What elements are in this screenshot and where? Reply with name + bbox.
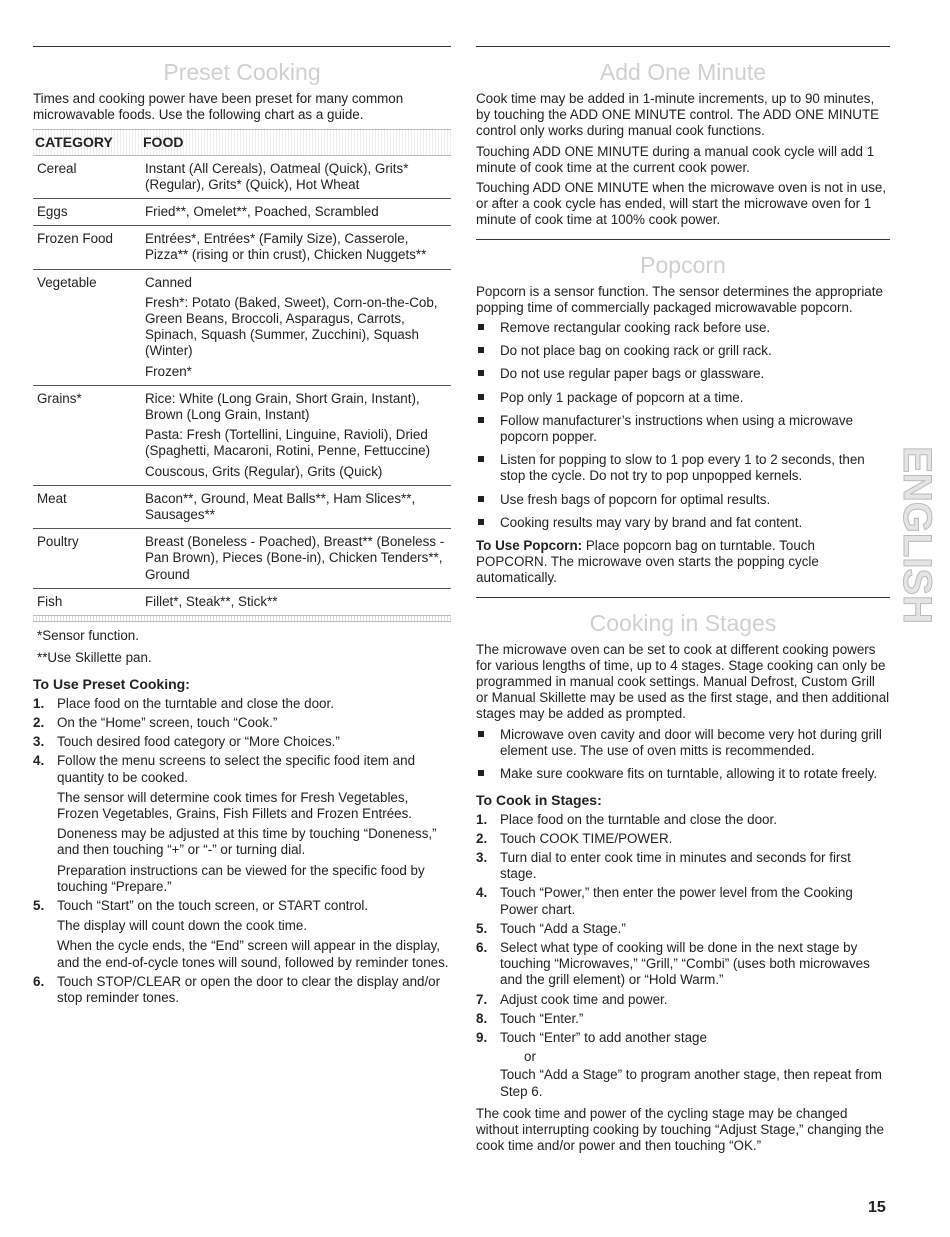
step-number: 3. (33, 734, 45, 750)
step-subtext: When the cycle ends, the “End” screen will appear in the display, and the end-of-cycle tones will sound, followed by reminder tones. (57, 938, 449, 970)
food-cell (141, 226, 451, 269)
left-column (33, 46, 451, 1009)
food-cell (141, 588, 451, 615)
food-cell (141, 385, 451, 485)
popcorn-use-label: To Use Popcorn: (476, 538, 583, 554)
preset-steps-list (33, 696, 451, 1006)
step-text: Place food on the turntable and close the door. (57, 695, 334, 711)
category-food-table (33, 129, 451, 615)
step-number: 7. (476, 991, 488, 1007)
list-item (33, 734, 451, 750)
list-item (476, 992, 890, 1008)
food-line: Fried**, Omelet**, Poached, Scrambled (145, 204, 379, 220)
table-row (33, 385, 451, 485)
step-subtext: Preparation instructions can be viewed for the specific food by touching “Prepare.” (57, 862, 425, 894)
food-cell (141, 269, 451, 385)
list-item: Follow manufacturer’s instructions when using a microwave popcorn popper. (476, 413, 890, 445)
category-cell: Cereal (33, 155, 141, 198)
list-item (476, 831, 890, 847)
step-text: Follow the menu screens to select the specific food item and quantity to be cooked. (57, 753, 416, 785)
step-number: 4. (476, 885, 488, 901)
category-cell: Poultry (33, 529, 141, 589)
food-line: Rice: White (Long Grain, Short Grain, Instant), Brown (Long Grain, Instant) (145, 390, 420, 423)
food-line: Couscous, Grits (Regular), Grits (Quick) (145, 463, 383, 479)
step-number: 6. (33, 973, 45, 989)
list-item (476, 812, 890, 828)
popcorn-bullets (476, 320, 890, 531)
category-cell: Vegetable (33, 269, 141, 385)
food-cell (141, 529, 451, 589)
list-item (476, 921, 890, 937)
page-number: 15 (868, 1199, 886, 1216)
step-number: 3. (476, 849, 488, 865)
step-text: Touch “Enter” to add another stage (500, 1029, 707, 1045)
step-text: Select what type of cooking will be done in the next stage by touching “Microwaves,” “Grill,” “Combi” (uses both microwaves and the grill element) or “Hold Warm.” (500, 939, 870, 988)
list-item (33, 715, 451, 731)
stages-bullets (476, 727, 890, 783)
food-cell (141, 155, 451, 198)
list-item (33, 696, 451, 712)
step-subtext: The display will count down the cook time. (57, 918, 308, 934)
table-row (33, 155, 451, 198)
list-item (476, 885, 890, 917)
preset-cooking-title: Preset Cooking (163, 59, 321, 85)
table-row (33, 226, 451, 269)
cooking-in-stages-title: Cooking in Stages (589, 609, 777, 636)
list-item: Do not place bag on cooking rack or grill rack. (476, 343, 890, 359)
popcorn-use-paragraph (476, 538, 890, 587)
food-line: Instant (All Cereals), Oatmeal (Quick), Grits* (Regular), Grits* (Quick), Hot Wheat (145, 160, 409, 192)
add-minute-paragraph-1: Cook time may be added in 1-minute increments, up to 90 minutes, by touching the ADD ONE MINUTE control. The ADD ONE MINUTE control only works during manual cook functions. (476, 91, 880, 139)
popcorn-intro: Popcorn is a sensor function. The sensor determines the appropriate popping time of commercially packaged microwavable popcorn. (476, 283, 883, 315)
food-line: Bacon**, Ground, Meat Balls**, Ham Slices**, Sausages** (145, 490, 416, 523)
step-text: Turn dial to enter cook time in minutes and seconds for first stage. (500, 849, 851, 882)
top-rule (33, 46, 451, 47)
list-item: Microwave oven cavity and door will become very hot during grill element use. The use of oven mitts is recommended. (476, 727, 890, 759)
step-number: 6. (476, 939, 488, 955)
food-line: Entrées*, Entrées* (Family Size), Casserole, Pizza** (rising or thin crust), Chicken Nuggets** (145, 231, 427, 263)
table-row (33, 588, 451, 615)
food-line: Pasta: Fresh (Tortellini, Linguine, Ravioli), Dried (Spaghetti, Macaroni, Rotini, Penne, Fettuccine) (145, 427, 431, 459)
category-cell: Fish (37, 593, 63, 609)
section-rule (476, 597, 890, 598)
step-number: 4. (33, 753, 45, 769)
add-minute-paragraph-3: Touching ADD ONE MINUTE when the microwave oven is not in use, or after a cook cycle has ended, will start the microwave oven for 1 minute of cook time at 100% cook power. (476, 180, 887, 228)
table-row (33, 529, 451, 589)
food-line: Fresh*: Potato (Baked, Sweet), Corn-on-the-Cob, Green Beans, Broccoli, Asparagus, Carrots, Spinach, Squash (Summer, Zucchini), Squash (Winter) (145, 294, 438, 359)
cook-in-stages-heading: To Cook in Stages: (476, 792, 602, 809)
food-line: Frozen* (145, 363, 192, 379)
preset-intro: Times and cooking power have been preset for many common microwavable foods. Use the following chart as a guide. (33, 91, 404, 123)
step-text: Adjust cook time and power. (500, 991, 668, 1007)
list-item (476, 940, 890, 989)
step-text: Touch “Power,” then enter the power level from the Cooking Power chart. (500, 885, 853, 917)
add-one-minute-title: Add One Minute (599, 59, 767, 85)
popcorn-title: Popcorn (640, 251, 726, 278)
list-item (476, 850, 890, 882)
table-row (33, 485, 451, 528)
category-cell: Grains* (33, 385, 141, 485)
skillette-note: **Use Skillette pan. (37, 650, 152, 666)
list-item (33, 753, 451, 895)
use-preset-heading: To Use Preset Cooking: (33, 676, 190, 693)
step-text: Touch desired food category or “More Choices.” (57, 734, 340, 750)
step-number: 5. (33, 897, 45, 913)
list-item (33, 898, 451, 971)
list-item: Make sure cookware fits on turntable, allowing it to rotate freely. (476, 766, 890, 782)
food-line: Breast (Boneless - Poached), Breast** (Boneless - Pan Brown), Pieces (Bone-in), Chicken Tenders**, Ground (145, 534, 445, 582)
language-side-tab (895, 446, 940, 625)
step-number: 2. (33, 714, 45, 730)
food-cell (141, 199, 451, 226)
step-subtext: Doneness may be adjusted at this time by touching “Doneness,” and then touching “+” or “-” or turning dial. (57, 826, 437, 858)
stages-steps-list (476, 812, 890, 1047)
stages-intro: The microwave oven can be set to cook at different cooking powers for various lengths of time, up to 4 stages. Stage cooking can only be programmed in manual cook settings. Manual Defrost, Custom Grill or Manual Skillette may be used as the first stage, and then additional stages may be added as prompted. (476, 641, 890, 722)
step-text: Touch COOK TIME/POWER. (500, 830, 673, 846)
top-rule (476, 46, 890, 47)
list-item: Use fresh bags of popcorn for optimal results. (476, 492, 890, 508)
list-item: Remove rectangular cooking rack before use. (476, 320, 890, 336)
step-text: Place food on the turntable and close the door. (500, 811, 777, 827)
step-subtext: The sensor will determine cook times for Fresh Vegetables, Frozen Vegetables, Grains, Fish Fillets and Frozen Entrées. (57, 789, 413, 821)
list-item: Pop only 1 package of popcorn at a time. (476, 390, 890, 406)
list-item: Do not use regular paper bags or glassware. (476, 366, 890, 382)
table-row (33, 269, 451, 385)
list-item: Cooking results may vary by brand and fat content. (476, 515, 890, 531)
popcorn-use-text: Place popcorn bag on turntable. Touch POPCORN. The microwave oven starts the popping cycle automatically. (476, 538, 819, 586)
food-line: Canned (145, 274, 192, 290)
list-item (476, 1011, 890, 1027)
table-header-food: FOOD (141, 130, 451, 155)
category-cell: Meat (33, 485, 141, 528)
step-number: 1. (33, 695, 45, 711)
step-text: On the “Home” screen, touch “Cook.” (57, 714, 278, 730)
add-minute-paragraph-2: Touching ADD ONE MINUTE during a manual cook cycle will add 1 minute of cook time at the current cook power. (476, 143, 875, 175)
step-text: Touch “Add a Stage.” (500, 920, 626, 936)
section-rule (476, 239, 890, 240)
list-item (476, 1030, 890, 1046)
table-row (33, 199, 451, 226)
stages-or-text: Touch “Add a Stage” to program another stage, then repeat from Step 6. (500, 1067, 882, 1099)
stages-or: or (524, 1049, 536, 1065)
food-cell (141, 485, 451, 528)
step-number: 2. (476, 830, 488, 846)
table-footer-band (33, 615, 451, 622)
side-tab-label: ENGLISH (895, 446, 940, 625)
step-number: 9. (476, 1029, 488, 1045)
table-header-category: CATEGORY (33, 130, 141, 155)
step-number: 1. (476, 811, 488, 827)
step-text: Touch “Start” on the touch screen, or START control. (57, 897, 369, 913)
step-number: 5. (476, 920, 488, 936)
list-item: Listen for popping to slow to 1 pop every 1 to 2 seconds, then stop the cycle. Do not try to pop unpopped kernels. (476, 452, 890, 484)
food-line: Fillet*, Steak**, Stick** (145, 593, 278, 609)
category-cell: Eggs (33, 199, 141, 226)
right-column (476, 46, 890, 1158)
stages-closing: The cook time and power of the cycling stage may be changed without interrupting cooking by touching “Adjust Stage,” changing the cook time and/or power and then touching “OK.” (476, 1105, 884, 1154)
category-cell: Frozen Food (33, 226, 141, 269)
list-item (33, 974, 451, 1006)
step-text: Touch “Enter.” (500, 1010, 584, 1026)
step-number: 8. (476, 1010, 488, 1026)
sensor-note: *Sensor function. (37, 628, 139, 644)
step-text: Touch STOP/CLEAR or open the door to clear the display and/or stop reminder tones. (57, 973, 441, 1005)
